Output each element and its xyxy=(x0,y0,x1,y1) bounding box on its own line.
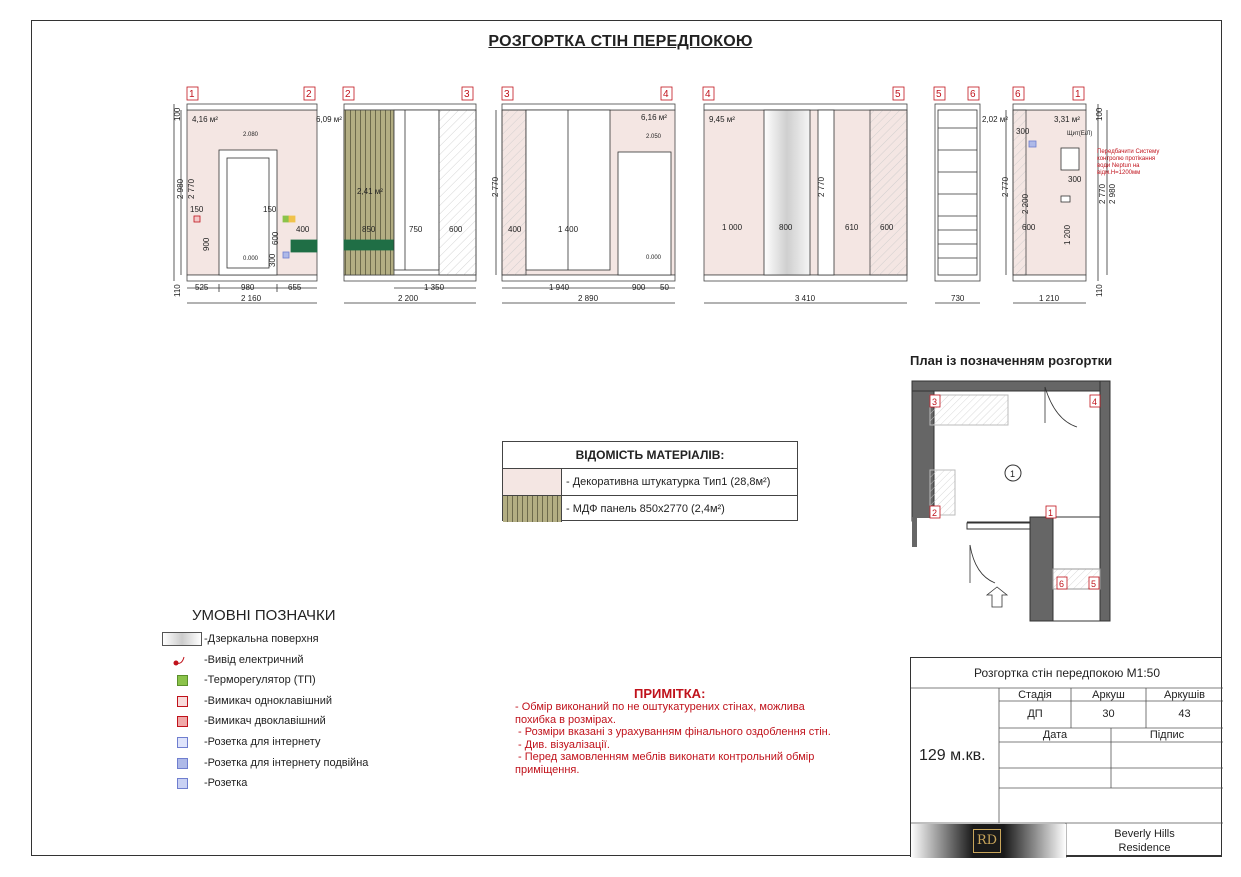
note-line: - Перед замовленням меблів виконати контрольний обмір xyxy=(515,751,815,763)
dimension-label: 300 xyxy=(1016,127,1030,136)
legend-title: УМОВНІ ПОЗНАЧКИ xyxy=(192,607,336,624)
note-line: приміщення. xyxy=(515,763,580,776)
wall-mark-label: 5 xyxy=(895,89,901,100)
svg-text:Передбачити Систему: Передбачити Систему xyxy=(1097,149,1160,155)
wall-elevation-5-6 xyxy=(935,104,1006,303)
dimension-label: 900 xyxy=(202,237,211,251)
dimension-label: 110 xyxy=(173,284,182,297)
dimension-label: 150 xyxy=(263,205,277,214)
dimension-label: 2 770 xyxy=(491,176,500,197)
plan-mark: 4 xyxy=(1092,397,1098,407)
dimension-label: 400 xyxy=(296,225,310,234)
materials-table xyxy=(502,441,798,521)
dimension-label: 2 160 xyxy=(241,294,262,303)
floor-plan xyxy=(905,375,1115,625)
dimension-label: 0.000 xyxy=(646,255,662,261)
materials-header: ВІДОМІСТЬ МАТЕРІАЛІВ: xyxy=(503,442,797,469)
legend-label: -Розетка для інтернету xyxy=(204,736,321,748)
dimension-label: 2 770 xyxy=(187,178,196,199)
wall-mark-label: 4 xyxy=(705,89,711,100)
dimension-label: 2 890 xyxy=(578,294,599,303)
dimension-label: 100 xyxy=(173,107,182,121)
dimension-label: 800 xyxy=(779,223,793,232)
dimension-label: 900 xyxy=(632,283,646,292)
legend-item xyxy=(162,630,319,648)
wall-mark-label: 3 xyxy=(504,89,510,100)
legend-item xyxy=(162,692,332,710)
dimension-label: 2 980 xyxy=(176,178,185,199)
legend-label: -Вивід електричний xyxy=(204,654,304,666)
legend-item xyxy=(162,754,368,772)
legend-item xyxy=(162,774,247,792)
stage-value: ДП xyxy=(1027,708,1043,720)
dimension-label: 2 770 xyxy=(817,176,826,197)
date-label: Дата xyxy=(1042,729,1068,741)
dimension-label: 300 xyxy=(1068,175,1082,184)
sign-label: Підпис xyxy=(1149,729,1185,741)
wall-elevations xyxy=(0,0,1241,330)
single-switch-icon xyxy=(162,696,202,707)
plan-mark: 5 xyxy=(1091,579,1097,589)
company-logo xyxy=(911,824,1066,858)
dimension-label: 1 200 xyxy=(1063,224,1072,245)
wall-mark-label: 6 xyxy=(970,89,976,100)
wall-area: 6,16 м² xyxy=(641,113,667,122)
legend-label: -Розетка для інтернету подвійна xyxy=(204,757,369,769)
sheet-label: Аркуш xyxy=(1092,689,1125,701)
legend-label: -Терморегулятор (ТП) xyxy=(204,674,316,686)
dimension-label: 100 xyxy=(1095,107,1104,121)
dimension-label: 600 xyxy=(1022,223,1036,232)
company-name-line1: Beverly Hills xyxy=(1114,828,1175,840)
double-internet-socket-icon xyxy=(162,758,202,769)
thermostat-icon xyxy=(162,675,202,686)
dimension-label: 600 xyxy=(880,223,894,232)
dimension-label: 1 000 xyxy=(722,223,743,232)
dimension-label: 750 xyxy=(409,225,423,234)
page-title: РОЗГОРТКА СТІН ПЕРЕДПОКОЮ xyxy=(488,33,753,50)
plan-mark: 6 xyxy=(1059,579,1065,589)
note-line: - Див. візуалізації. xyxy=(515,738,610,751)
sheet-value: 30 xyxy=(1102,708,1115,720)
company-name-line2: Residence xyxy=(1118,842,1171,854)
note-line: - Розміри вказані з урахуванням фінального оздоблення стін. xyxy=(515,726,831,738)
wall-elevation-4-5 xyxy=(704,104,907,303)
dimension-label: 2 770 xyxy=(1098,183,1107,204)
entrance-arrow-icon xyxy=(987,587,1007,607)
dimension-label: 525 xyxy=(195,283,209,292)
dimension-label: 850 xyxy=(362,225,376,234)
electrical-outlet-wire-icon xyxy=(162,653,202,667)
wall-mark-label: 3 xyxy=(464,89,470,100)
dimension-label: 600 xyxy=(271,231,280,245)
plan-mark: 3 xyxy=(932,397,938,407)
wall-mark-label: 4 xyxy=(663,89,669,100)
legend-label: -Вимикач одноклавішний xyxy=(204,695,333,707)
dimension-label: 600 xyxy=(449,225,463,234)
sheets-value: 43 xyxy=(1178,708,1191,720)
internet-socket-icon xyxy=(162,737,202,748)
dimension-label: 400 xyxy=(508,225,522,234)
wall-area: 9,45 м² xyxy=(709,115,735,124)
wall-mark-label: 1 xyxy=(189,89,195,100)
neptun-note xyxy=(1097,149,1159,176)
material-label: - МДФ панель 850х2770 (2,4м²) xyxy=(566,503,725,515)
legend-label: -Дзеркальна поверхня xyxy=(204,633,319,645)
dimension-label: Щит(Е/Л) xyxy=(1067,131,1093,137)
dimension-label: 655 xyxy=(288,283,302,292)
logo-mark: RD xyxy=(973,829,1001,853)
legend-label: -Розетка xyxy=(204,777,248,789)
legend-item xyxy=(162,712,326,730)
title-block xyxy=(910,657,1222,857)
project-area: 129 м.кв. xyxy=(919,747,986,764)
materials-row xyxy=(503,496,797,522)
wall-area: 2,02 м² xyxy=(982,115,1008,124)
sheets-label: Аркушів xyxy=(1163,689,1205,701)
wall-mark-label: 2 xyxy=(345,89,351,100)
dimension-label: 3 410 xyxy=(795,294,816,303)
plan-mark: 1 xyxy=(1048,508,1054,518)
dimension-label: 2 980 xyxy=(1108,183,1117,204)
stage-label: Стадія xyxy=(1018,689,1052,701)
dimension-label: 730 xyxy=(951,294,965,303)
dimension-label: 300 xyxy=(268,253,277,267)
dimension-label: 2 770 xyxy=(1001,176,1010,197)
dimension-label: 150 xyxy=(190,205,204,214)
wall-area: 6,09 м² xyxy=(316,115,342,124)
wall-mark-label: 2 xyxy=(306,89,312,100)
panel-area: 2,41 м² xyxy=(357,187,383,196)
dimension-label: 1 210 xyxy=(1039,294,1060,303)
plan-title: План із позначенням розгортки xyxy=(910,353,1113,368)
dimension-label: 2 200 xyxy=(398,294,419,303)
svg-text:контролю протікання: контролю протікання xyxy=(1097,156,1156,162)
wall-area: 3,31 м² xyxy=(1054,115,1080,124)
dimension-label: 1 350 xyxy=(424,283,445,292)
legend-item xyxy=(162,733,320,751)
svg-text:відм.Н=1200мм: відм.Н=1200мм xyxy=(1097,170,1141,176)
mark-box xyxy=(187,87,198,100)
wall-mark-label: 1 xyxy=(1075,89,1081,100)
materials-row xyxy=(503,469,797,496)
room-number: 1 xyxy=(1010,469,1016,479)
wall-mark-label: 5 xyxy=(936,89,942,100)
dimension-label: 1 400 xyxy=(558,225,579,234)
wall-mark-label: 6 xyxy=(1015,89,1021,100)
dimension-label: 980 xyxy=(241,283,255,292)
plan-mark: 2 xyxy=(932,508,938,518)
socket-icon xyxy=(162,778,202,789)
sheet-title: Розгортка стін передпокою М1:50 xyxy=(973,666,1161,680)
mdf-panel-swatch xyxy=(503,496,562,522)
dimension-label: 2 200 xyxy=(1021,193,1030,214)
wall-area: 4,16 м² xyxy=(192,115,218,124)
svg-text:води Neptun на: води Neptun на xyxy=(1097,163,1140,169)
dimension-label: 610 xyxy=(845,223,859,232)
note-title: ПРИМІТКА: xyxy=(634,686,706,701)
note-line: похибка в розмірах. xyxy=(515,713,616,726)
legend-item xyxy=(162,671,316,689)
dimension-label: 0.000 xyxy=(243,256,259,262)
double-switch-icon xyxy=(162,716,202,727)
plaster-swatch xyxy=(503,469,562,495)
material-label: - Декоративна штукатурка Тип1 (28,8м²) xyxy=(566,476,771,488)
note-line: - Обмір виконаний по не оштукатурених стінах, можлива xyxy=(515,701,805,713)
dimension-label: 1 940 xyxy=(549,283,570,292)
dimension-label: 2.050 xyxy=(646,134,662,140)
wall-marks xyxy=(187,87,1084,100)
note-body xyxy=(515,701,845,776)
wall-elevation-2-3 xyxy=(344,104,476,303)
dimension-label: 50 xyxy=(660,283,669,292)
legend-label: -Вимикач двоклавішний xyxy=(204,715,326,727)
dimension-label: 2.080 xyxy=(243,132,259,138)
dimension-label: 110 xyxy=(1095,284,1104,297)
mirror-icon xyxy=(162,632,202,646)
legend-item xyxy=(162,651,304,669)
